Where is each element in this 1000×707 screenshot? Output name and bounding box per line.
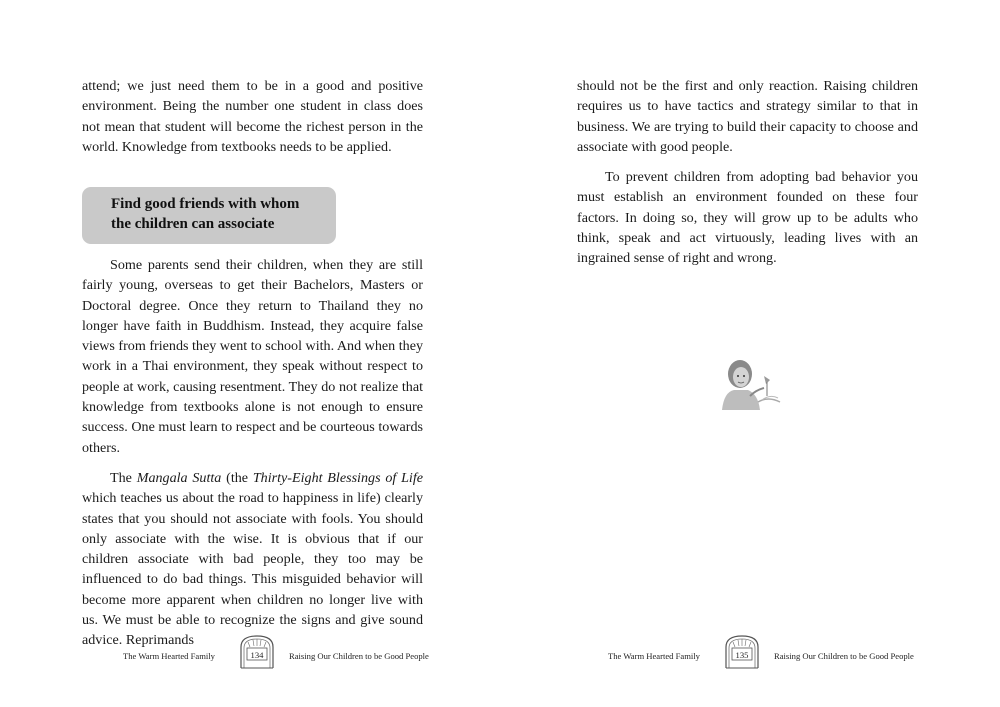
footer-book-title: The Warm Hearted Family xyxy=(608,651,700,661)
left-paragraph-2 xyxy=(82,468,423,651)
p2-italic-blessings: Thirty-Eight Blessings of Life xyxy=(252,469,424,486)
footer-chapter-title: Raising Our Children to be Good People xyxy=(289,651,429,661)
p2-italic-mangala: Mangala Sutta xyxy=(136,469,222,486)
left-body-text xyxy=(82,255,423,661)
right-paragraph-2: To prevent children from adopting bad behavior you must establish an environment founded on these four factors. In doing so, they will grow up to be adults who think, speak and act virtuously, leading lives with an ingrained sense of right and wrong. xyxy=(577,169,918,267)
right-footer xyxy=(500,633,1000,669)
right-paragraph-1: should not be the first and only reaction. Raising children requires us to have tactics and strategy similar to that in business. We are trying to build their capacity to choose and associate with good people. xyxy=(577,78,918,155)
left-footer xyxy=(0,633,500,669)
right-page xyxy=(500,0,1000,707)
right-body-text xyxy=(577,76,918,279)
section-heading-line1: Find good friends with whom xyxy=(111,196,300,212)
footer-chapter-title: Raising Our Children to be Good People xyxy=(774,651,914,661)
page-number: 135 xyxy=(735,650,749,660)
left-top-paragraph: attend; we just need them to be in a good and positive environment. Being the number one student in class does not mean that student will become the richest person in the world. Knowledge from textbooks needs to be applied. xyxy=(82,78,423,155)
footer-book-title: The Warm Hearted Family xyxy=(123,651,215,661)
section-heading-line2: the children can associate xyxy=(111,216,275,232)
p2-pre: The xyxy=(110,469,137,486)
p2-mid: (the xyxy=(221,469,253,486)
section-heading-box xyxy=(82,187,336,244)
child-illustration-icon xyxy=(720,352,782,412)
page-number: 134 xyxy=(250,650,264,660)
left-top-text xyxy=(82,76,423,167)
left-paragraph-1: Some parents send their children, when they are still fairly young, overseas to get their Bachelors, Masters or Doctoral degree. Once they return to Thailand they no longer have faith in Buddhism. Instead, they acquire false views from friends they went to school with. And when they work in a Thai environment, they speak without respect to people at work, causing resentment. They do not realize that knowledge from textbooks alone is not enough to ensure success. One must learn to respect and be courteous towards others. xyxy=(82,257,423,456)
p2-post: which teaches us about the road to happiness in life) clearly states that you should not associate with fools. You should only associate with the wise. It is obvious that if our children associate with bad people, they too may be influenced to do bad things. This misguided behavior will become more apparent when children no longer live with us. We must be able to recognize the signs and give sound advice. Reprimands xyxy=(82,490,423,649)
